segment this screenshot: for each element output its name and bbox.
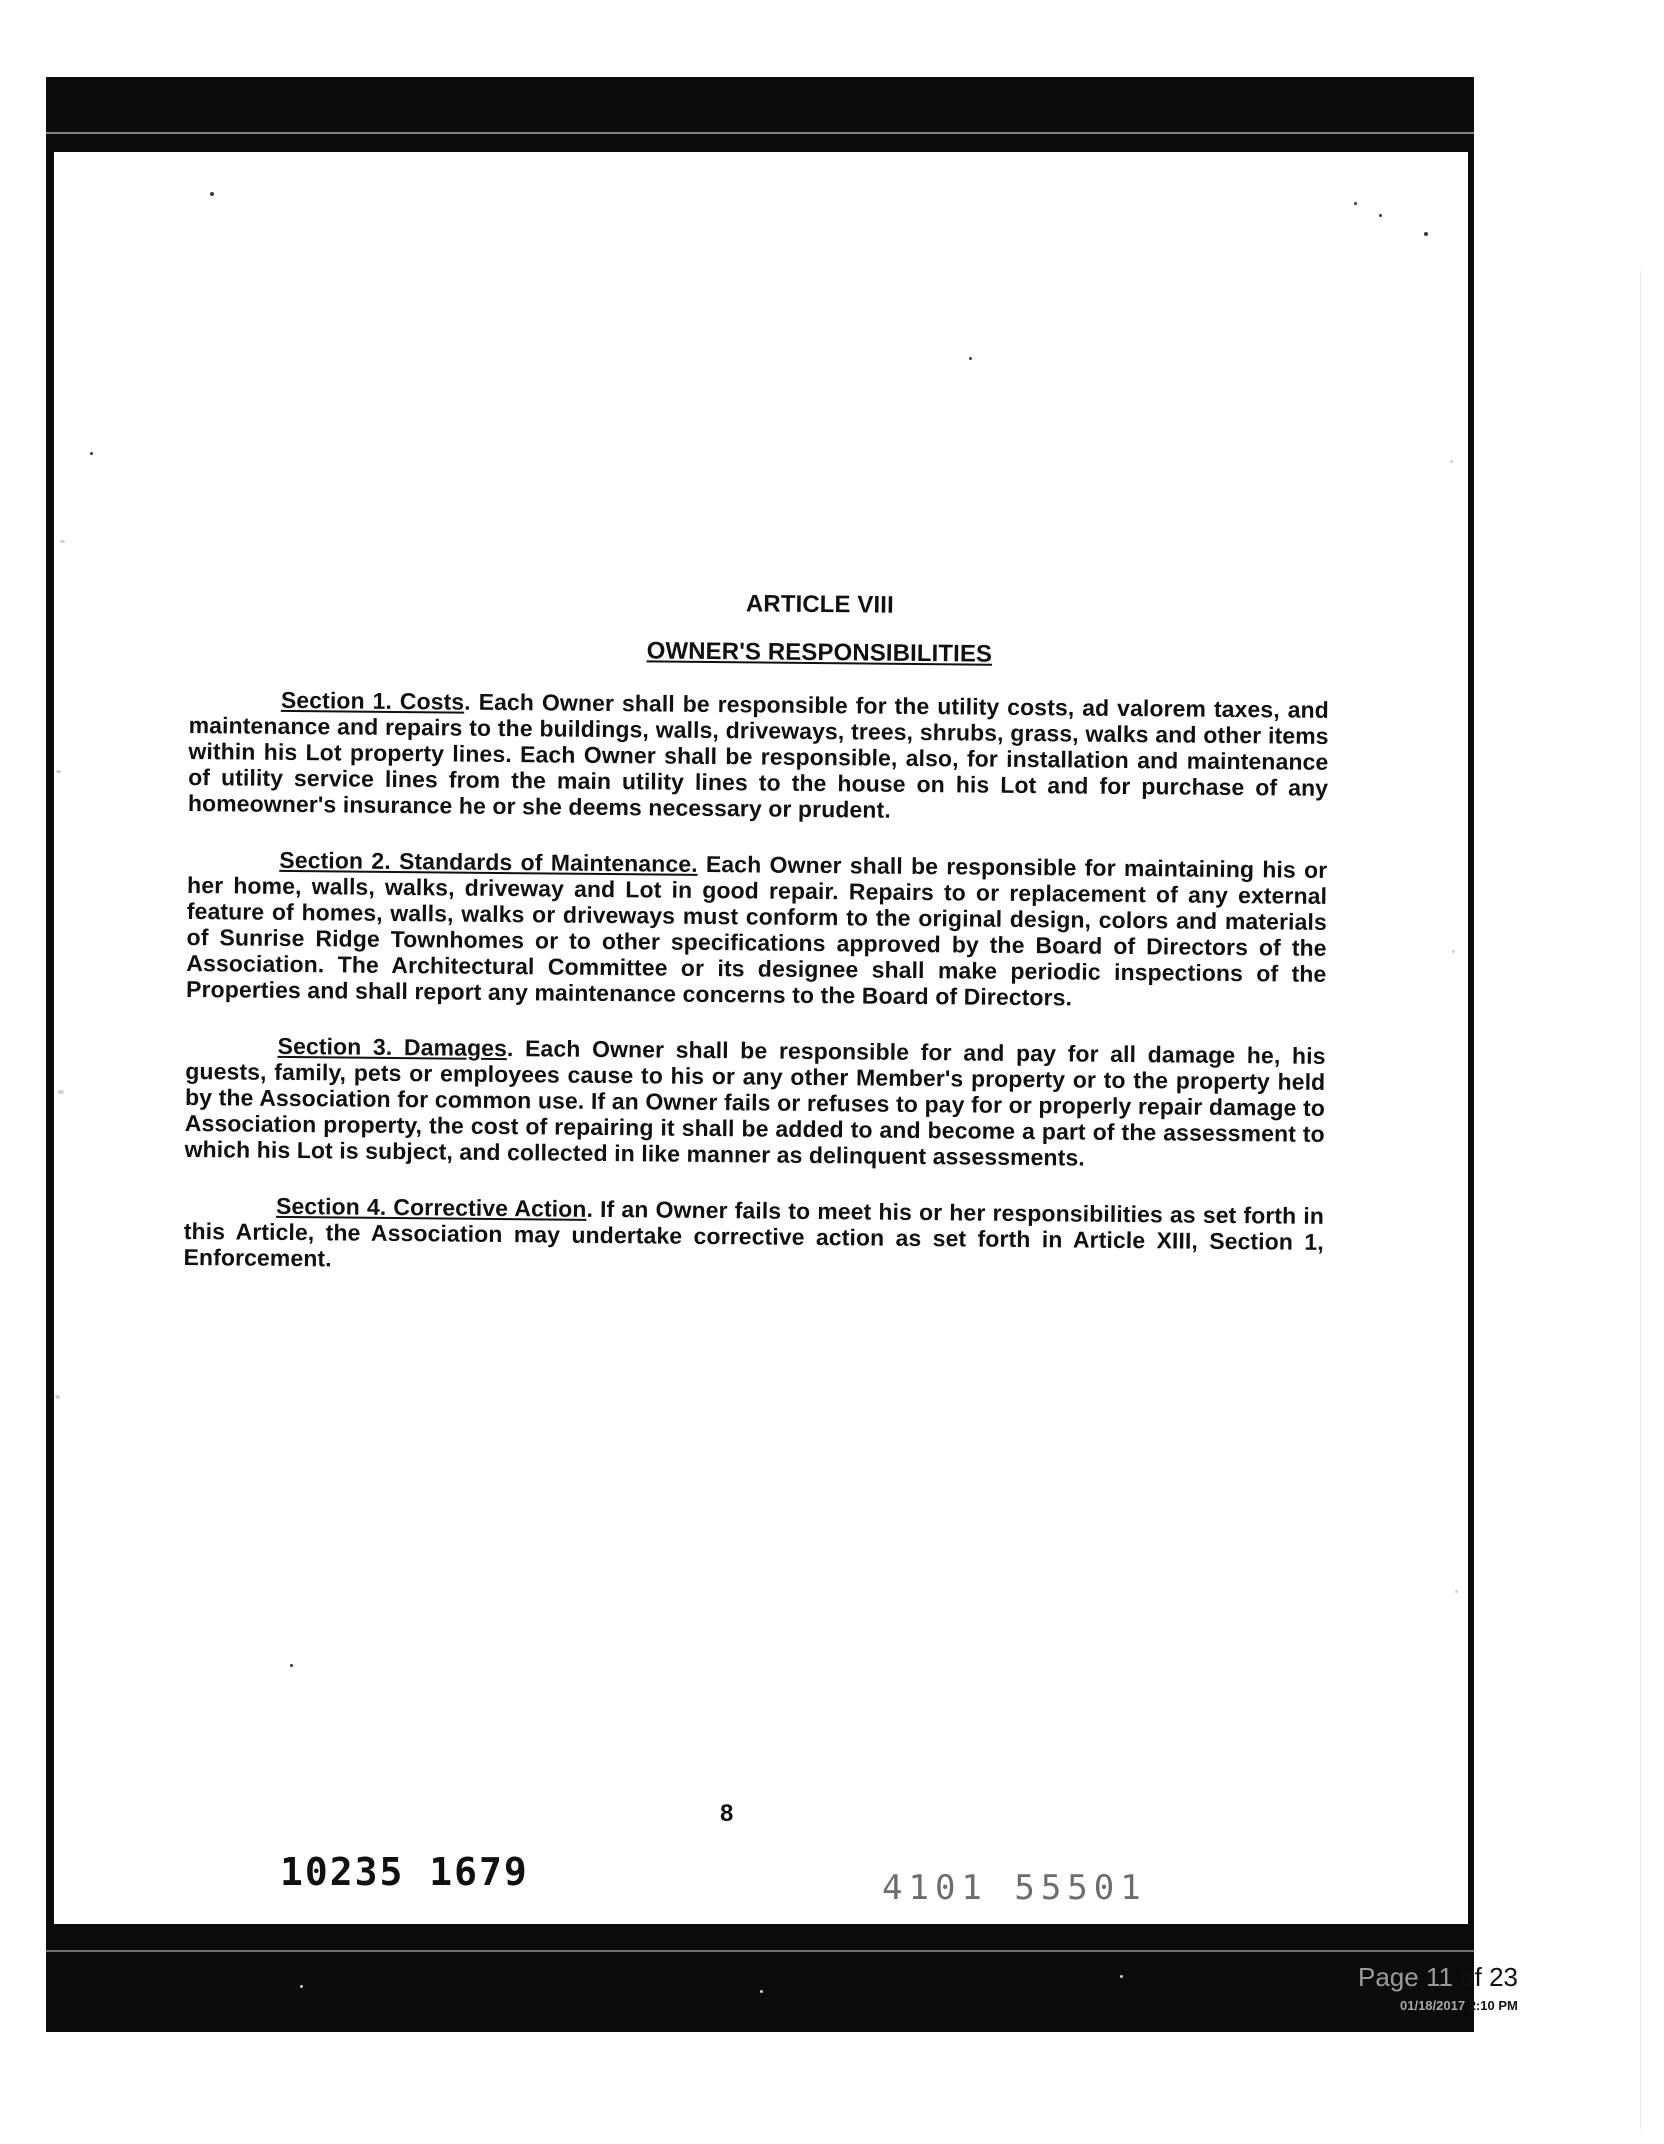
section-4-paragraph bbox=[183, 1192, 1324, 1281]
section-1-paragraph bbox=[188, 686, 1329, 827]
scan-speck bbox=[58, 1090, 64, 1094]
scan-speck bbox=[1424, 232, 1428, 236]
scan-speck bbox=[760, 1990, 763, 1993]
scan-speck bbox=[55, 1395, 60, 1399]
viewer-page-current: Page 11 bbox=[1358, 1962, 1453, 1992]
scan-speck bbox=[1120, 1975, 1123, 1978]
viewer-time: 2:10 PM bbox=[1468, 1998, 1518, 2013]
section-4-heading: Section 4. Corrective Action bbox=[275, 1192, 587, 1222]
recording-stamp-book-page: 10235 1679 bbox=[280, 1850, 529, 1894]
scan-artifact-line-top bbox=[46, 132, 1474, 134]
section-3-heading: Section 3. Damages bbox=[277, 1032, 508, 1062]
section-2-paragraph bbox=[186, 846, 1327, 1013]
article-subtitle: OWNER'S RESPONSIBILITIES bbox=[646, 637, 993, 668]
viewer-page-indicator bbox=[1358, 1962, 1518, 1993]
article-title: ARTICLE VIII bbox=[745, 590, 894, 619]
section-3-text: . Each Owner shall be responsible for and pay for all damage he, his guests, family, pets or employees cause to his or any other Member's property or to the property held by the Association for common use. If an Owner fails or refuses to pay for or properly repair damage to Association property, the cost of repairing it shall be added to and become a part of the assessment to which his Lot is subject, and collected in like manner as delinquent assessments. bbox=[184, 1035, 1326, 1171]
section-4-text: . If an Owner fails to meet his or her responsibilities as set forth in this Article, the Association may undertake corrective action as set forth in Article XIII, Section 1, Enforcement. bbox=[183, 1195, 1325, 1272]
scan-speck bbox=[1379, 214, 1382, 217]
scan-speck bbox=[1455, 1590, 1458, 1593]
scan-speck bbox=[56, 770, 61, 773]
scan-speck bbox=[1452, 950, 1455, 953]
scan-speck bbox=[210, 192, 214, 196]
recording-stamp-faded: 4101 55501 bbox=[882, 1868, 1147, 1908]
section-2-text: Each Owner shall be responsible for maintaining his or her home, walls, walks, driveway and Lot in good repair. Repairs to or replacement of any external feature of homes, walls, walks or driveways must conform to the original design, colors and materials of Sunrise Ridge Townhomes or to other specifications approved by the Board of Directors of the Association. The Architectural Committee or its designee shall make periodic inspections of the Properties and shall report any maintenance concerns to the Board of Directors. bbox=[186, 850, 1328, 1011]
scan-speck bbox=[1450, 460, 1453, 463]
article-body bbox=[183, 586, 1330, 1311]
viewer-date: 01/18/2017 bbox=[1400, 1998, 1466, 2013]
scan-speck bbox=[969, 357, 972, 360]
section-2-heading: Section 2. Standards of Maintenance. bbox=[279, 846, 698, 877]
scan-speck bbox=[90, 452, 93, 455]
section-1-heading: Section 1. Costs bbox=[280, 686, 465, 715]
scan-speck bbox=[300, 1985, 303, 1988]
viewer-right-edge bbox=[1640, 270, 1641, 2130]
section-1-text: . Each Owner shall be responsible for the utility costs, ad valorem taxes, and maintenance and repairs to the buildings, walls, driveways, trees, shrubs, grass, walks and other items within his Lot property lines. Each Owner shall be responsible, also, for installation and maintenance of utility service lines from the main utility lines to the house on his Lot and for purchase of any homeowner's insurance he or she deems necessary or prudent. bbox=[187, 688, 1329, 823]
page-number: 8 bbox=[720, 1800, 734, 1827]
scan-speck bbox=[1354, 202, 1357, 205]
viewer-page-total: of 23 bbox=[1460, 1962, 1518, 1992]
scan-artifact-line-bottom bbox=[46, 1950, 1474, 1952]
viewer-timestamp bbox=[1400, 1998, 1518, 2013]
scan-speck bbox=[60, 540, 65, 543]
section-3-paragraph bbox=[184, 1032, 1325, 1173]
scan-speck bbox=[290, 1664, 293, 1667]
